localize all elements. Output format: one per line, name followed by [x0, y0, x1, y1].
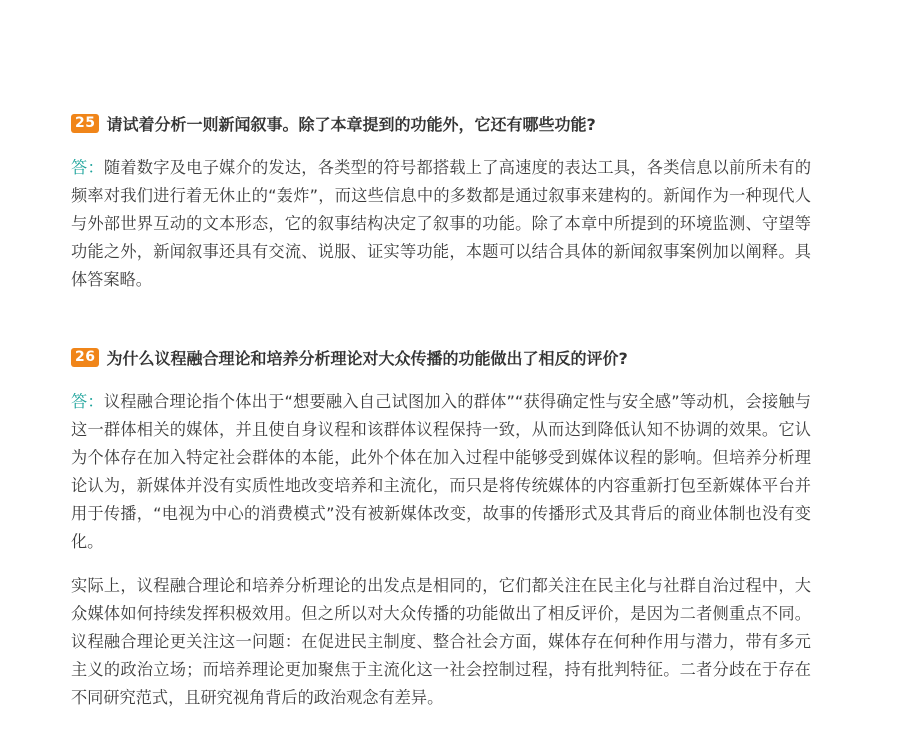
question-number-badge: 25	[71, 114, 99, 133]
answer-label: 答：	[71, 158, 104, 177]
answer-text: 议程融合理论指个体出于“想要融入自己试图加入的群体”“获得确定性与安全感”等动机，会接触与这一群体相关的媒体，并且使自身议程和该群体议程保持一致，从而达到降低认知不协调的效果。它认为个体存在加入特定社会群体的本能，此外个体在加入过程中能够受到媒体议程的影响。但培养分析理论认为，新媒体并没有实质性地改变培养和主流化，而只是将传统媒体的内容重新打包至新媒体平台并用于传播，“电视为中心的消费模式”没有被新媒体改变，故事的传播形式及其背后的商业体制也没有变化。	[71, 392, 812, 551]
answer-paragraph	[71, 154, 811, 294]
question-heading	[71, 346, 811, 368]
question-text: 为什么议程融合理论和培养分析理论对大众传播的功能做出了相反的评价?	[106, 348, 628, 368]
answer-label: 答：	[71, 392, 104, 411]
body-paragraph: 实际上，议程融合理论和培养分析理论的出发点是相同的，它们都关注在民主化与社群自治过程中，大众媒体如何持续发挥积极效用。但之所以对大众传播的功能做出了相反评价，是因为二者侧重点不同。议程融合理论更关注这一问题：在促进民主制度、整合社会方面，媒体存在何种作用与潜力，带有多元主义的政治立场；而培养理论更加聚焦于主流化这一社会控制过程，持有批判特征。二者分歧在于存在不同研究范式，且研究视角背后的政治观念有差异。	[71, 576, 811, 707]
question-text: 请试着分析一则新闻叙事。除了本章提到的功能外，它还有哪些功能?	[106, 114, 596, 134]
question-heading	[71, 112, 811, 134]
answer-paragraph	[71, 388, 811, 556]
question-number-badge: 26	[71, 348, 99, 367]
answer-text: 随着数字及电子媒介的发达，各类型的符号都搭载上了高速度的表达工具，各类信息以前所未有的频率对我们进行着无休止的“轰炸”，而这些信息中的多数都是通过叙事来建构的。新闻作为一种现代人与外部世界互动的文本形态，它的叙事结构决定了叙事的功能。除了本章中所提到的环境监测、守望等功能之外，新闻叙事还具有交流、说服、证实等功能，本题可以结合具体的新闻叙事案例加以阐释。具体答案略。	[71, 158, 812, 289]
